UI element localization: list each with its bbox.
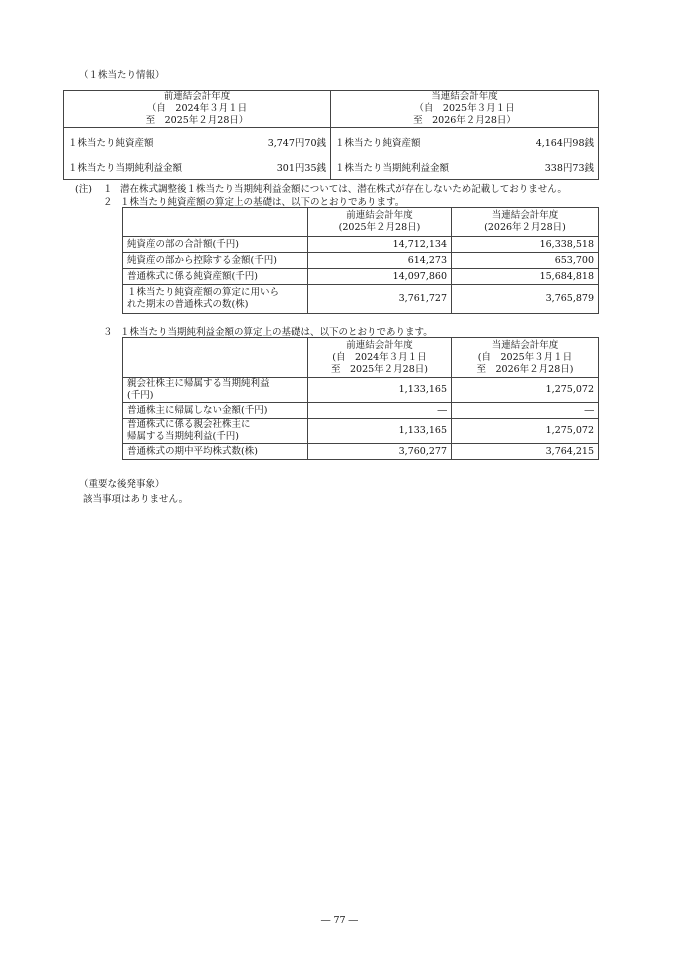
table3-prev-header-line2: (自 2024年３月１日: [332, 351, 427, 363]
note3-number: ３: [103, 327, 113, 338]
row-curr-value: 15,684,818: [452, 269, 599, 285]
row-curr-value: 1,275,072: [452, 419, 599, 444]
row-prev-value: 3,761,727: [308, 285, 452, 314]
row-label: 普通株式に係る純資産額(千円): [123, 269, 308, 285]
row-label: [123, 419, 308, 444]
table2-curr-header-line2: (2026年２月28日): [484, 222, 566, 233]
row-prev-value: ―: [308, 403, 452, 419]
prev-header-to: 至 2025年２月28日）: [145, 115, 249, 126]
curr-header-from: （自 2025年３月１日: [414, 103, 515, 114]
net-assets-basis-table: [122, 207, 599, 314]
prev-eps-label: １株当たり当期純利益金額: [68, 163, 183, 174]
table2-corner: [123, 208, 308, 237]
table3-curr-header-line3: 至 2026年２月28日): [476, 363, 574, 375]
per-share-table: [63, 90, 599, 180]
row-label: 純資産の部から控除する金額(千円): [123, 253, 308, 269]
curr-nav-value: 4,164円98銭: [535, 138, 594, 149]
row-label: 純資産の部の合計額(千円): [123, 237, 308, 253]
table3-curr-header-line2: (自 2025年３月１日: [477, 351, 573, 363]
curr-header-to: 至 2026年２月28日）: [413, 115, 516, 126]
table-row: [123, 253, 599, 269]
table-row: [123, 419, 599, 444]
prev-header-from: （自 2024年３月１日: [146, 103, 248, 114]
table3-corner: [123, 338, 308, 378]
row-curr-value: 3,765,879: [452, 285, 599, 314]
row-curr-value: ―: [452, 403, 599, 419]
note2-number: ２: [103, 197, 113, 208]
table3-prev-header-line3: 至 2025年２月28日): [331, 363, 428, 375]
table3-curr-header: [452, 338, 599, 378]
table-row: [123, 285, 599, 314]
prev-eps-row: [68, 163, 326, 175]
table-row: [123, 269, 599, 285]
prev-nav-value: 3,747円70銭: [267, 138, 326, 149]
row-curr-value: 653,700: [452, 253, 599, 269]
row-prev-value: 14,712,134: [308, 237, 452, 253]
prev-header-title: 前連結会計年度: [163, 91, 231, 102]
row-label: [123, 378, 308, 403]
row-label-line2: (千円): [127, 390, 154, 401]
row-label-line1: 普通株式に係る親会社株主に: [127, 419, 251, 430]
row-label-line2: 帰属する当期純利益(千円): [127, 431, 239, 442]
table3-prev-header: [308, 338, 452, 378]
row-curr-value: 16,338,518: [452, 237, 599, 253]
row-label: 普通株式の期中平均株式数(株): [123, 444, 308, 460]
table2-prev-header-line2: (2025年２月28日): [338, 222, 421, 233]
curr-nav-label: １株当たり純資産額: [335, 138, 421, 149]
note-label: (注): [75, 184, 92, 195]
row-prev-value: 614,273: [308, 253, 452, 269]
prev-nav-label: １株当たり純資産額: [68, 138, 154, 149]
page-number: ― 77 ―: [320, 915, 359, 926]
note1-number: １: [103, 184, 113, 195]
row-label-line1: 親会社株主に帰属する当期純利益: [127, 378, 270, 389]
net-income-basis-table: [122, 337, 599, 460]
prev-values-cell: [64, 128, 331, 180]
table2-curr-header-line1: 当連結会計年度: [491, 210, 559, 221]
curr-eps-row: [335, 163, 594, 175]
curr-period-header: [331, 91, 599, 128]
table2-curr-header: [452, 208, 599, 237]
note2-text: １株当たり純資産額の算定上の基礎は、以下のとおりであります。: [120, 197, 405, 208]
table3-curr-header-line1: 当連結会計年度: [491, 339, 559, 351]
subsequent-events-title: （重要な後発事象）: [79, 479, 165, 490]
curr-header-title: 当連結会計年度: [431, 91, 498, 102]
row-label: [123, 285, 308, 314]
table-row: [123, 444, 599, 460]
table-row: [123, 237, 599, 253]
note3-text: １株当たり当期純利益金額の算定上の基礎は、以下のとおりであります。: [120, 327, 433, 338]
curr-eps-value: 338円73銭: [544, 163, 594, 174]
row-curr-value: 3,764,215: [452, 444, 599, 460]
row-prev-value: 1,133,165: [308, 378, 452, 403]
table-row: [123, 403, 599, 419]
table2-prev-header-line1: 前連結会計年度: [346, 210, 413, 221]
prev-eps-value: 301円35銭: [276, 163, 326, 174]
row-prev-value: 1,133,165: [308, 419, 452, 444]
prev-period-header: [64, 91, 331, 128]
table2-prev-header: [308, 208, 452, 237]
subsequent-events-text: 該当事項はありません。: [83, 494, 189, 505]
table3-prev-header-line1: 前連結会計年度: [346, 339, 413, 351]
table-row: [123, 378, 599, 403]
row-prev-value: 14,097,860: [308, 269, 452, 285]
row-prev-value: 3,760,277: [308, 444, 452, 460]
row-label: 普通株主に帰属しない金額(千円): [123, 403, 308, 419]
row-label-line1: １株当たり純資産額の算定に用いら: [127, 287, 280, 298]
curr-values-cell: [331, 128, 599, 180]
prev-nav-row: [68, 138, 326, 163]
curr-nav-row: [335, 138, 594, 163]
row-curr-value: 1,275,072: [452, 378, 599, 403]
curr-eps-label: １株当たり当期純利益金額: [335, 163, 450, 174]
row-label-line2: れた期末の普通株式の数(株): [127, 299, 249, 310]
note1-text: 潜在株式調整後１株当たり当期純利益金額については、潜在株式が存在しないため記載しておりません。: [120, 184, 567, 195]
section-title: （１株当たり情報）: [79, 70, 165, 81]
